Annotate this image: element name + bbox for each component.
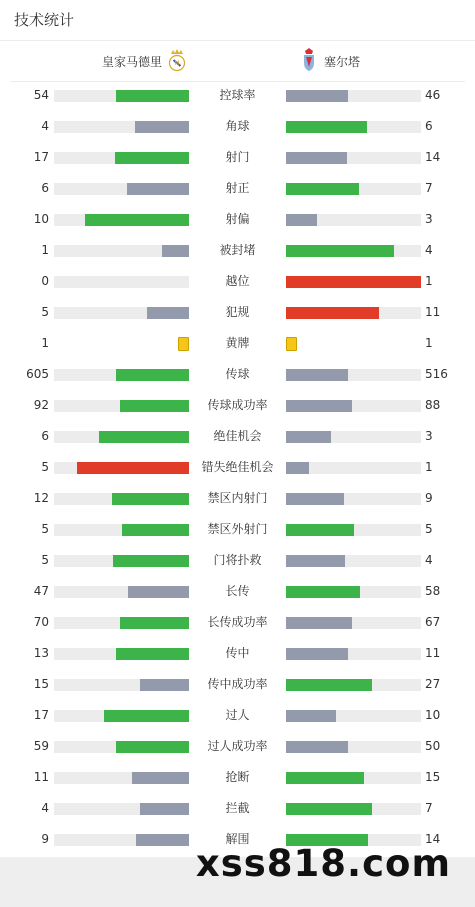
home-bar-track <box>54 431 189 443</box>
stat-label: 禁区外射门 <box>207 522 268 536</box>
home-value: 13 <box>33 646 49 660</box>
stat-row <box>0 731 475 762</box>
away-bar-fill <box>286 276 421 288</box>
home-bar-track <box>54 648 189 660</box>
stat-label: 过人 <box>225 708 250 722</box>
away-bar-track <box>286 462 421 474</box>
home-bar-track <box>54 772 189 784</box>
home-bar-track <box>54 183 189 195</box>
away-bar-track <box>286 276 421 288</box>
home-bar-fill <box>120 400 189 412</box>
home-bar-fill <box>140 679 189 691</box>
home-value: 70 <box>33 615 49 629</box>
home-bar-fill <box>116 369 189 381</box>
away-bar-track <box>286 493 421 505</box>
yellow-card-icon <box>286 337 297 351</box>
celta-crest-icon <box>302 48 316 75</box>
away-bar-track <box>286 741 421 753</box>
stat-row <box>0 700 475 731</box>
home-bar-fill <box>104 710 189 722</box>
away-value: 88 <box>425 398 441 412</box>
home-bar-fill <box>116 648 189 660</box>
home-bar-fill <box>147 307 189 319</box>
away-bar-fill <box>286 121 367 133</box>
home-value: 11 <box>33 770 49 784</box>
away-value: 50 <box>425 739 441 753</box>
home-bar-track <box>54 276 189 288</box>
away-team[interactable] <box>302 41 360 81</box>
stat-row <box>0 328 475 359</box>
home-bar-track <box>54 462 189 474</box>
home-team-name: 皇家马德里 <box>102 54 163 69</box>
away-bar-fill <box>286 679 372 691</box>
home-bar-track <box>54 617 189 629</box>
home-value: 5 <box>41 522 49 536</box>
stat-label: 传球成功率 <box>207 398 268 412</box>
stats-header <box>0 0 475 41</box>
stat-label: 长传成功率 <box>207 615 268 629</box>
stat-label: 解围 <box>225 832 250 846</box>
away-value: 58 <box>425 584 441 598</box>
home-value: 54 <box>33 88 49 102</box>
home-value: 4 <box>41 119 49 133</box>
away-bar-fill <box>286 431 331 443</box>
away-bar-fill <box>286 710 336 722</box>
stat-row <box>0 762 475 793</box>
away-value: 6 <box>425 119 433 133</box>
away-value: 516 <box>425 367 448 381</box>
away-value: 4 <box>425 553 433 567</box>
home-value: 10 <box>33 212 49 226</box>
home-bar-track <box>54 369 189 381</box>
away-bar-track <box>286 152 421 164</box>
home-value: 17 <box>33 150 49 164</box>
away-bar-fill <box>286 586 360 598</box>
away-bar-fill <box>286 617 352 629</box>
home-bar-fill <box>127 183 189 195</box>
home-value: 17 <box>33 708 49 722</box>
home-bar-track <box>54 679 189 691</box>
home-bar-fill <box>112 493 189 505</box>
away-value: 27 <box>425 677 441 691</box>
home-bar-track <box>54 90 189 102</box>
home-bar-track <box>54 245 189 257</box>
stat-label: 抢断 <box>225 770 250 784</box>
away-value: 5 <box>425 522 433 536</box>
stat-row <box>0 576 475 607</box>
page-title: 技术统计 <box>14 11 75 29</box>
stat-label: 传球 <box>225 367 250 381</box>
stat-row <box>0 452 475 483</box>
away-bar-track <box>286 648 421 660</box>
away-bar-fill <box>286 741 348 753</box>
home-bar-fill <box>140 803 189 815</box>
home-bar-track <box>54 524 189 536</box>
stat-row <box>0 669 475 700</box>
home-value: 605 <box>26 367 49 381</box>
home-value: 1 <box>41 243 49 257</box>
home-bar-fill <box>77 462 189 474</box>
away-value: 15 <box>425 770 441 784</box>
home-bar-fill <box>128 586 189 598</box>
home-bar-fill <box>120 617 189 629</box>
away-bar-track <box>286 183 421 195</box>
away-bar-fill <box>286 555 345 567</box>
home-bar-track <box>54 400 189 412</box>
away-bar-fill <box>286 369 348 381</box>
stat-label: 禁区内射门 <box>207 491 268 505</box>
stat-label: 传中成功率 <box>207 677 268 691</box>
away-value: 14 <box>425 150 441 164</box>
home-value: 5 <box>41 553 49 567</box>
home-value: 6 <box>41 181 49 195</box>
stat-row <box>0 235 475 266</box>
away-bar-track <box>286 524 421 536</box>
away-bar-track <box>286 431 421 443</box>
away-bar-track <box>286 90 421 102</box>
stat-row <box>0 421 475 452</box>
away-bar-fill <box>286 462 309 474</box>
stat-label: 角球 <box>225 119 250 133</box>
away-bar-track <box>286 245 421 257</box>
away-bar-track <box>286 121 421 133</box>
stat-label: 越位 <box>225 274 250 288</box>
away-value: 3 <box>425 429 433 443</box>
home-bar-fill <box>99 431 189 443</box>
home-bar-track <box>54 493 189 505</box>
home-bar-track <box>54 121 189 133</box>
stat-label: 拦截 <box>225 801 250 815</box>
home-value: 6 <box>41 429 49 443</box>
stat-row <box>0 142 475 173</box>
away-bar-fill <box>286 493 344 505</box>
home-value: 5 <box>41 305 49 319</box>
away-bar-track <box>286 772 421 784</box>
away-bar-track <box>286 400 421 412</box>
home-value: 92 <box>33 398 49 412</box>
away-bar-track <box>286 586 421 598</box>
home-value: 4 <box>41 801 49 815</box>
home-bar-track <box>54 803 189 815</box>
away-bar-fill <box>286 524 354 536</box>
home-value: 9 <box>41 832 49 846</box>
stat-row <box>0 638 475 669</box>
home-value: 1 <box>41 336 49 350</box>
stat-label: 门将扑救 <box>213 553 262 567</box>
stat-label: 射正 <box>225 181 250 195</box>
home-bar-fill <box>122 524 190 536</box>
home-value: 59 <box>33 739 49 753</box>
home-value: 0 <box>41 274 49 288</box>
stat-label: 错失绝佳机会 <box>201 460 274 474</box>
stat-label: 控球率 <box>219 88 256 102</box>
home-bar-track <box>54 152 189 164</box>
away-bar-fill <box>286 183 359 195</box>
away-value: 1 <box>425 274 433 288</box>
away-team-name: 塞尔塔 <box>324 54 361 69</box>
stat-label: 黄牌 <box>225 336 250 350</box>
stat-row <box>0 359 475 390</box>
away-value: 7 <box>425 801 433 815</box>
away-bar-fill <box>286 245 394 257</box>
home-value: 15 <box>33 677 49 691</box>
away-value: 11 <box>425 305 441 319</box>
away-bar-track <box>286 803 421 815</box>
away-value: 11 <box>425 646 441 660</box>
home-bar-fill <box>162 245 189 257</box>
stat-row <box>0 111 475 142</box>
home-bar-fill <box>116 741 189 753</box>
home-bar-fill <box>116 90 189 102</box>
home-bar-track <box>54 834 189 846</box>
teams-bar <box>10 41 465 82</box>
away-bar-fill <box>286 400 352 412</box>
stat-label: 射偏 <box>225 212 250 226</box>
away-value: 4 <box>425 243 433 257</box>
home-bar-fill <box>135 121 189 133</box>
away-value: 46 <box>425 88 441 102</box>
home-bar-fill <box>115 152 189 164</box>
stat-row <box>0 390 475 421</box>
stat-row <box>0 545 475 576</box>
stat-row <box>0 297 475 328</box>
stat-row <box>0 514 475 545</box>
away-bar-track <box>286 555 421 567</box>
stat-row <box>0 204 475 235</box>
stat-row <box>0 80 475 111</box>
svg-text:M: M <box>174 59 180 67</box>
home-bar-track <box>54 307 189 319</box>
home-value: 47 <box>33 584 49 598</box>
stat-label: 被封堵 <box>219 243 256 257</box>
home-bar-track <box>54 741 189 753</box>
away-bar-track <box>286 679 421 691</box>
stat-row <box>0 483 475 514</box>
watermark: xss818.com <box>195 842 451 885</box>
away-bar-fill <box>286 307 379 319</box>
away-value: 7 <box>425 181 433 195</box>
away-bar-fill <box>286 648 348 660</box>
away-bar-fill <box>286 803 372 815</box>
away-bar-track <box>286 214 421 226</box>
home-bar-fill <box>113 555 189 567</box>
away-bar-fill <box>286 214 317 226</box>
stat-row <box>0 266 475 297</box>
away-value: 14 <box>425 832 441 846</box>
away-bar-fill <box>286 90 348 102</box>
away-bar-track <box>286 710 421 722</box>
stat-label: 长传 <box>225 584 250 598</box>
yellow-card-icon <box>178 337 189 351</box>
away-value: 9 <box>425 491 433 505</box>
stat-label: 传中 <box>225 646 250 660</box>
away-bar-fill <box>286 772 364 784</box>
home-bar-fill <box>132 772 189 784</box>
away-bar-track <box>286 617 421 629</box>
away-bar-fill <box>286 152 347 164</box>
away-value: 67 <box>425 615 441 629</box>
home-bar-fill <box>85 214 189 226</box>
home-value: 12 <box>33 491 49 505</box>
away-value: 1 <box>425 460 433 474</box>
away-bar-track <box>286 369 421 381</box>
away-bar-track <box>286 307 421 319</box>
stat-row <box>0 173 475 204</box>
stat-label: 绝佳机会 <box>213 429 262 443</box>
stats-list <box>0 80 475 855</box>
away-value: 3 <box>425 212 433 226</box>
stat-label: 犯规 <box>225 305 250 319</box>
stat-row <box>0 607 475 638</box>
home-bar-fill <box>136 834 189 846</box>
real-madrid-crest-icon <box>168 48 186 75</box>
home-bar-track <box>54 710 189 722</box>
home-bar-track <box>54 555 189 567</box>
home-value: 5 <box>41 460 49 474</box>
home-bar-track <box>54 214 189 226</box>
stat-row <box>0 793 475 824</box>
stat-label: 射门 <box>225 150 250 164</box>
away-value: 1 <box>425 336 433 350</box>
away-value: 10 <box>425 708 441 722</box>
stat-label: 过人成功率 <box>207 739 268 753</box>
home-bar-track <box>54 586 189 598</box>
home-team[interactable] <box>102 41 192 81</box>
